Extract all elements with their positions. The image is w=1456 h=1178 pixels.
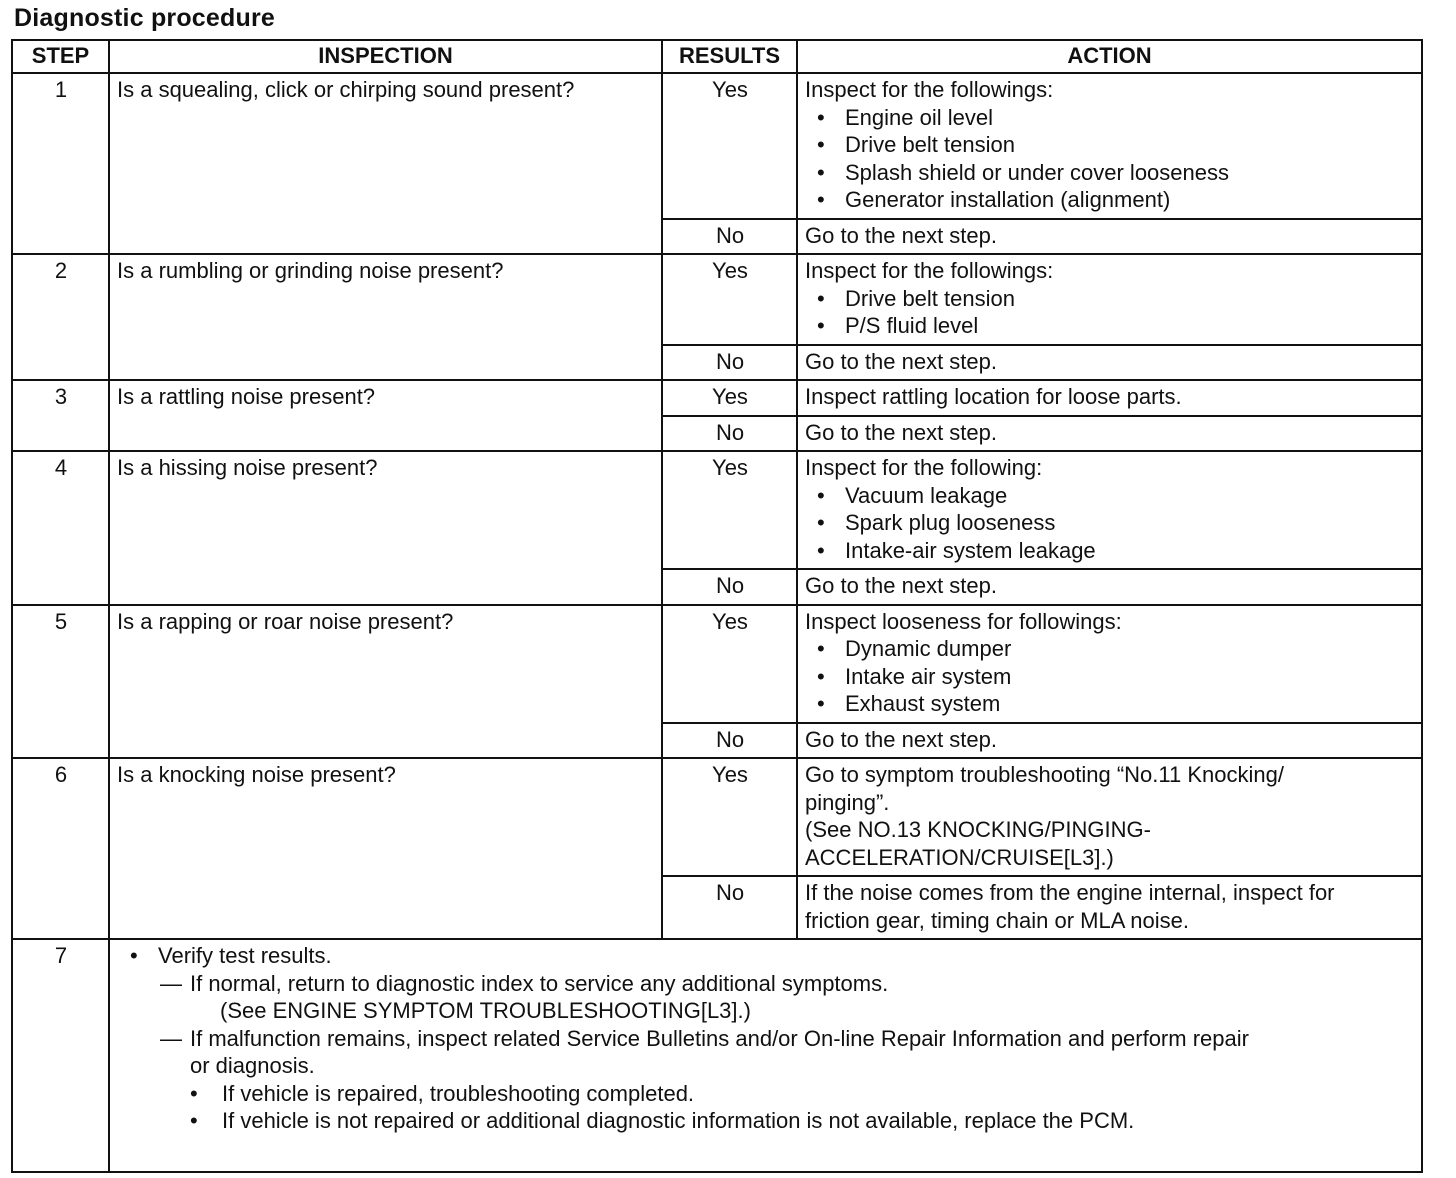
dash-mark: —	[160, 970, 182, 996]
verify-results-cell	[109, 939, 1422, 1172]
inspection-text: Is a knocking noise present?	[109, 758, 662, 939]
list-item: • Intake-air system leakage	[817, 537, 1415, 565]
list-item: • Generator installation (alignment)	[817, 186, 1415, 214]
step-number: 7	[12, 939, 109, 1172]
step-number: 6	[12, 758, 109, 939]
list-item: • Intake air system	[817, 663, 1415, 691]
table-row	[12, 254, 1422, 345]
list-item: • If vehicle is not repaired or additional diagnostic information is not available, replace the PCM.	[130, 1107, 1415, 1135]
malfunction-text: If malfunction remains, inspect related Service Bulletins and/or On-line Repair Information and perform repair	[190, 1025, 1249, 1051]
table-row	[12, 939, 1422, 1172]
result-yes: Yes	[662, 451, 797, 569]
action-intro: Inspect for the followings:	[805, 258, 1054, 283]
step-number: 4	[12, 451, 109, 605]
step-number: 2	[12, 254, 109, 380]
list-item: • Engine oil level	[817, 104, 1415, 132]
action-list	[805, 482, 1415, 565]
list-item: • Drive belt tension	[817, 131, 1415, 159]
header-row	[12, 40, 1422, 73]
action-line: If the noise comes from the engine internal, inspect for	[805, 880, 1335, 905]
list-item: • Dynamic dumper	[817, 635, 1415, 663]
table-row	[12, 73, 1422, 219]
action-line: (See NO.13 KNOCKING/PINGING-	[805, 817, 1151, 842]
result-no: No	[662, 876, 797, 939]
action-line: pinging”.	[805, 789, 890, 815]
normal-instruction	[130, 970, 1415, 998]
action-no: Go to the next step.	[797, 219, 1422, 255]
action-intro: Inspect for the followings:	[805, 77, 1054, 102]
table-row	[12, 380, 1422, 416]
action-line: ACCELERATION/CRUISE[L3].)	[805, 844, 1114, 870]
result-yes: Yes	[662, 758, 797, 876]
list-item: • P/S fluid level	[817, 312, 1415, 340]
result-no: No	[662, 416, 797, 452]
result-yes: Yes	[662, 254, 797, 345]
action-no: Go to the next step.	[797, 416, 1422, 452]
normal-text: If normal, return to diagnostic index to service any additional symptoms.	[190, 970, 889, 996]
list-item: • Vacuum leakage	[817, 482, 1415, 510]
action-list	[805, 285, 1415, 340]
table-row	[12, 605, 1422, 723]
inspection-text: Is a rumbling or grinding noise present?	[109, 254, 662, 380]
action-yes	[797, 451, 1422, 569]
result-no: No	[662, 569, 797, 605]
action-intro: Inspect for the following:	[805, 455, 1043, 480]
step-number: 5	[12, 605, 109, 759]
action-list	[805, 104, 1415, 214]
result-no: No	[662, 723, 797, 759]
step-number: 1	[12, 73, 109, 254]
result-yes: Yes	[662, 380, 797, 416]
malfunction-instruction	[130, 1025, 1415, 1053]
result-yes: Yes	[662, 605, 797, 723]
list-item: • If vehicle is repaired, troubleshooting completed.	[130, 1080, 1415, 1108]
inspection-text: Is a squealing, click or chirping sound present?	[109, 73, 662, 254]
action-yes	[797, 758, 1422, 876]
action-intro: Inspect looseness for followings:	[805, 608, 1122, 634]
list-item: • Splash shield or under cover looseness	[817, 159, 1415, 187]
inspection-text: Is a hissing noise present?	[109, 451, 662, 605]
action-line: friction gear, timing chain or MLA noise.	[805, 907, 1189, 933]
action-no: Go to the next step.	[797, 569, 1422, 605]
table-row	[12, 451, 1422, 569]
action-yes	[797, 254, 1422, 345]
header-results: RESULTS	[662, 40, 797, 73]
result-no: No	[662, 219, 797, 255]
header-step: STEP	[12, 40, 109, 73]
list-item: • Exhaust system	[817, 690, 1415, 718]
diagnostic-table	[11, 39, 1423, 1173]
inspection-text: Is a rapping or roar noise present?	[109, 605, 662, 759]
action-no: Go to the next step.	[797, 723, 1422, 759]
normal-reference: (See ENGINE SYMPTOM TROUBLESHOOTING[L3].)	[220, 998, 751, 1023]
result-no: No	[662, 345, 797, 381]
action-no: Go to the next step.	[797, 345, 1422, 381]
header-action: ACTION	[797, 40, 1422, 73]
dash-mark: —	[160, 1025, 182, 1051]
action-no	[797, 876, 1422, 939]
action-yes: Inspect rattling location for loose parts.	[797, 380, 1422, 416]
list-item: • Drive belt tension	[817, 285, 1415, 313]
verify-bullet: • Verify test results.	[130, 942, 1415, 970]
inspection-text: Is a rattling noise present?	[109, 380, 662, 451]
malfunction-text-cont: or diagnosis.	[190, 1053, 315, 1078]
page-title: Diagnostic procedure	[14, 4, 275, 32]
action-yes	[797, 605, 1422, 723]
action-yes	[797, 73, 1422, 219]
table-row	[12, 758, 1422, 876]
action-list	[805, 635, 1415, 718]
action-line: Go to symptom troubleshooting “No.11 Knocking/	[805, 762, 1284, 787]
header-inspection: INSPECTION	[109, 40, 662, 73]
step-number: 3	[12, 380, 109, 451]
result-yes: Yes	[662, 73, 797, 219]
list-item: • Spark plug looseness	[817, 509, 1415, 537]
